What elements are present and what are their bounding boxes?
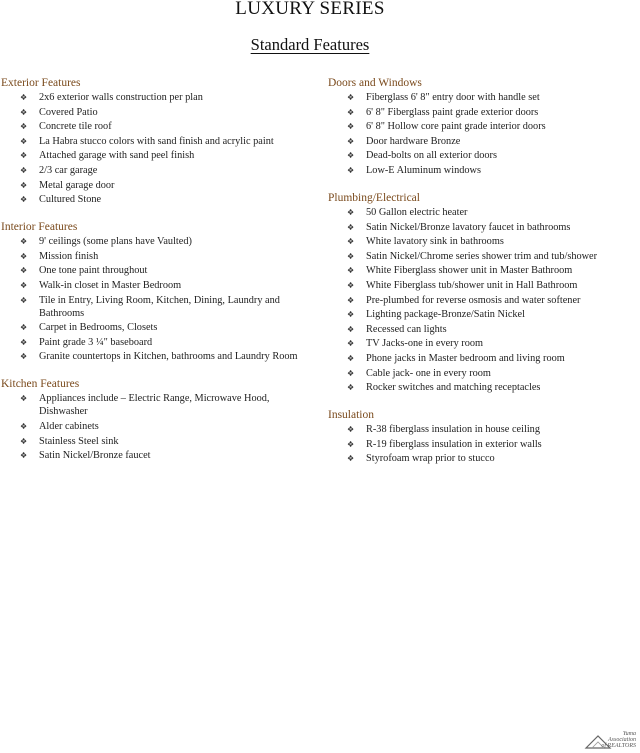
list-item [328,250,633,263]
diamond-bullet-icon: ❖ [20,251,28,261]
list-item-text: TV Jacks-one in every room [366,338,484,350]
diamond-bullet-icon: ❖ [347,353,355,363]
list-item [328,452,633,465]
diamond-bullet-icon: ❖ [20,195,28,205]
list-item [1,336,301,349]
list-item [1,149,301,162]
diamond-bullet-icon: ❖ [347,310,355,320]
list-item [328,135,633,148]
list-item [1,321,301,334]
list-item-text: Recessed can lights [366,323,447,335]
feature-list [1,392,301,462]
list-item-text: 6' 8" Fiberglass paint grade exterior doors [366,106,539,118]
diamond-bullet-icon: ❖ [20,451,28,461]
diamond-bullet-icon: ❖ [347,368,355,378]
list-item-text: Alder cabinets [39,420,99,432]
list-item-text: 50 Gallon electric heater [366,206,468,218]
diamond-bullet-icon: ❖ [20,180,28,190]
list-item-text: Styrofoam wrap prior to stucco [366,453,495,465]
feature-list [328,206,633,394]
diamond-bullet-icon: ❖ [20,237,28,247]
diamond-bullet-icon: ❖ [347,136,355,146]
list-item [328,264,633,277]
list-item [1,435,301,448]
list-item [1,106,301,119]
list-item [328,381,633,394]
list-item [1,235,301,248]
list-item [328,164,633,177]
list-item-text: Lighting package-Bronze/Satin Nickel [366,309,525,321]
realtors-logo-text [596,731,636,749]
list-item [328,221,633,234]
list-item-text: Metal garage door [39,179,115,191]
diamond-bullet-icon: ❖ [347,266,355,276]
list-item-text: Low-E Aluminum windows [366,164,481,176]
diamond-bullet-icon: ❖ [347,324,355,334]
list-item [1,120,301,133]
list-item [1,91,301,104]
section-interior-features [1,220,301,363]
section-heading: Plumbing/Electrical [328,191,420,204]
document-title: LUXURY SERIES [235,0,385,19]
list-item-text: Satin Nickel/Chrome series shower trim and tub/shower [366,250,598,262]
list-item-text: R-38 fiberglass insulation in house ceiling [366,424,540,436]
list-item [328,337,633,350]
list-item [1,193,301,206]
list-item-text: Satin Nickel/Bronze faucet [39,450,151,462]
list-item-text: Fiberglass 6' 8" entry door with handle set [366,92,540,103]
diamond-bullet-icon: ❖ [20,122,28,132]
list-item [328,367,633,380]
diamond-bullet-icon: ❖ [347,122,355,132]
feature-list [1,91,301,206]
list-item-text: Dead-bolts on all exterior doors [366,150,497,162]
right-column [328,76,633,479]
list-item-text: One tone paint throughout [39,265,148,277]
list-item-text: Rocker switches and matching receptacles [366,382,541,394]
diamond-bullet-icon: ❖ [347,295,355,305]
list-item [1,420,301,433]
feature-list [1,235,301,363]
diamond-bullet-icon: ❖ [347,165,355,175]
diamond-bullet-icon: ❖ [20,295,28,305]
section-doors-and-windows [328,76,633,177]
list-item [328,294,633,307]
list-item [1,264,301,277]
list-item [328,438,633,451]
diamond-bullet-icon: ❖ [347,107,355,117]
list-item [1,179,301,192]
list-item-text: Carpet in Bedrooms, Closets [39,322,158,334]
list-item [328,279,633,292]
list-item [1,250,301,263]
logo-line-3: of REALTORS [601,743,636,749]
list-item [328,423,633,436]
diamond-bullet-icon: ❖ [347,237,355,247]
diamond-bullet-icon: ❖ [347,207,355,217]
list-item-text: Granite countertops in Kitchen, bathrooms and Laundry Room [39,351,298,363]
section-heading: Kitchen Features [1,378,80,391]
section-exterior-features [1,76,301,206]
diamond-bullet-icon: ❖ [347,439,355,449]
list-item-text: White Fiberglass shower unit in Master Bathroom [366,265,573,277]
list-item-text: Concrete tile roof [39,121,112,133]
list-item [1,279,301,292]
diamond-bullet-icon: ❖ [20,394,28,404]
list-item-text: Pre-plumbed for reverse osmosis and water softener [366,294,581,306]
diamond-bullet-icon: ❖ [347,454,355,464]
list-item [328,91,633,104]
diamond-bullet-icon: ❖ [347,151,355,161]
list-item-text: Cultured Stone [39,194,102,206]
diamond-bullet-icon: ❖ [347,383,355,393]
list-item-text: White lavatory sink in bathrooms [366,236,504,248]
section-heading: Interior Features [1,221,78,234]
list-item-text: Covered Patio [39,106,98,118]
logo-line-2: Association [608,737,636,743]
diamond-bullet-icon: ❖ [20,436,28,446]
list-item [328,120,633,133]
section-heading: Insulation [328,409,374,422]
diamond-bullet-icon: ❖ [347,93,355,102]
list-item [1,135,301,148]
list-item [328,308,633,321]
list-item [328,352,633,365]
diamond-bullet-icon: ❖ [20,421,28,431]
list-item-text: Paint grade 3 ¼" baseboard [39,336,153,348]
diamond-bullet-icon: ❖ [20,165,28,175]
diamond-bullet-icon: ❖ [347,222,355,232]
list-item [328,106,633,119]
list-item [1,350,301,363]
list-item [1,294,301,320]
list-item-text: Attached garage with sand peel finish [39,150,195,162]
list-item-text: Walk-in closet in Master Bedroom [39,279,182,291]
feature-list [328,91,633,177]
diamond-bullet-icon: ❖ [20,323,28,333]
document-subtitle: Standard Features [250,35,370,54]
list-item [328,235,633,248]
list-item-text: R-19 fiberglass insulation in exterior walls [366,438,542,450]
list-item-text: White Fiberglass tub/shower unit in Hall Bathroom [366,279,578,291]
section-heading: Doors and Windows [328,77,422,89]
diamond-bullet-icon: ❖ [347,280,355,290]
list-item-text: Stainless Steel sink [39,435,119,447]
list-item-text: Cable jack- one in every room [366,367,491,379]
logo-line-1: Yuma [622,731,636,737]
section-heading: Exterior Features [1,77,81,89]
list-item-text: 2/3 car garage [39,164,98,176]
list-item-text: 9' ceilings (some plans have Vaulted) [39,236,192,248]
list-item [1,449,301,462]
diamond-bullet-icon: ❖ [20,136,28,146]
list-item-text: 2x6 exterior walls construction per plan [39,92,203,103]
diamond-bullet-icon: ❖ [20,280,28,290]
list-item [1,392,301,418]
list-item-text: Phone jacks in Master bedroom and living room [366,352,565,364]
list-item [328,206,633,219]
section-insulation [328,408,633,465]
diamond-bullet-icon: ❖ [347,425,355,435]
list-item-text: Appliances include – Electric Range, Microwave Hood, Dishwasher [39,393,270,418]
section-kitchen-features [1,377,301,462]
list-item-text: Tile in Entry, Living Room, Kitchen, Dining, Laundry and Bathrooms [39,294,280,319]
diamond-bullet-icon: ❖ [20,352,28,362]
list-item [328,149,633,162]
list-item-text: Door hardware Bronze [366,135,461,147]
list-item [328,323,633,336]
list-item [1,164,301,177]
diamond-bullet-icon: ❖ [20,337,28,347]
diamond-bullet-icon: ❖ [347,339,355,349]
diamond-bullet-icon: ❖ [347,251,355,261]
list-item-text: Mission finish [39,250,99,262]
list-item-text: 6' 8" Hollow core paint grade interior doors [366,121,546,133]
left-column [1,76,301,476]
section-plumbing-electrical [328,191,633,394]
feature-list [328,423,633,465]
list-item-text: La Habra stucco colors with sand finish and acrylic paint [39,135,274,147]
diamond-bullet-icon: ❖ [20,151,28,161]
list-item-text: Satin Nickel/Bronze lavatory faucet in bathrooms [366,221,571,233]
diamond-bullet-icon: ❖ [20,93,28,102]
diamond-bullet-icon: ❖ [20,107,28,117]
diamond-bullet-icon: ❖ [20,266,28,276]
